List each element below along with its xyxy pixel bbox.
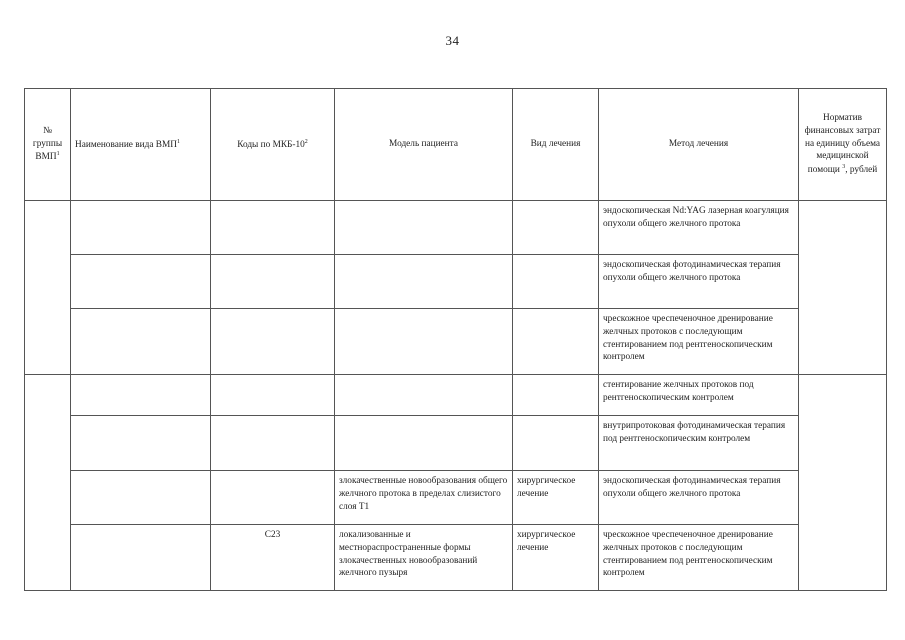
icd-code-cell [211,471,335,525]
patient-model-cell [335,309,513,375]
treatment-method-cell: внутрипротоковая фотодинамическая терапия под рентгеноскопическим контролем [599,416,799,471]
icd-code-cell [211,375,335,416]
table-row [25,375,887,416]
treatment-type-cell [513,375,599,416]
table-row [25,309,887,375]
header-financial-norm: Норматив финансовых затрат на единицу объема медицинской помощи $^3$, рублей [799,89,887,201]
vmp-name-cell [71,525,211,591]
table-row [25,416,887,471]
patient-model-cell: злокачественные новообразования общего желчного протока в пределах слизистого слоя T1 [335,471,513,525]
patient-model-cell [335,201,513,255]
icd-code-cell [211,416,335,471]
treatment-method-cell: стентирование желчных протоков под рентгеноскопическим контролем [599,375,799,416]
table-header-row [25,89,887,201]
vmp-name-cell [71,375,211,416]
treatment-type-cell [513,201,599,255]
treatment-method-cell: эндоскопическая фотодинамическая терапия опухоли общего желчного протока [599,255,799,309]
treatment-type-cell: хирургическое лечение [513,471,599,525]
patient-model-cell [335,255,513,309]
treatment-type-cell [513,255,599,309]
table-row [25,471,887,525]
treatment-type-cell: хирургическое лечение [513,525,599,591]
vmp-name-cell [71,255,211,309]
icd-code-cell: C23 [211,525,335,591]
icd-code-cell [211,255,335,309]
table-row [25,201,887,255]
patient-model-cell [335,416,513,471]
treatment-type-cell [513,309,599,375]
patient-model-cell [335,375,513,416]
group-number-cell [25,201,71,375]
header-icd-codes: Коды по МКБ-$10^2$ [211,89,335,201]
vmp-name-cell [71,416,211,471]
table-row [25,525,887,591]
header-vmp-name: Наименование вида ВМП$^1$ [71,89,211,201]
vmp-name-cell [71,309,211,375]
financial-norm-cell [799,375,887,591]
group-number-cell [25,375,71,591]
patient-model-cell: локализованные и местнораспространенные формы злокачественных новообразований желчного пузыря [335,525,513,591]
header-treatment-method: Метод лечения [599,89,799,201]
header-treatment-type: Вид лечения [513,89,599,201]
treatment-method-cell: чрескожное чреспеченочное дренирование желчных протоков с последующим стентированием под рентгеноскопическим контролем [599,309,799,375]
icd-code-cell [211,201,335,255]
header-patient-model: Модель пациента [335,89,513,201]
treatment-type-cell [513,416,599,471]
table-row [25,255,887,309]
page-number: 34 [445,33,460,48]
medical-care-table [24,88,887,591]
vmp-name-cell [71,201,211,255]
treatment-method-cell: эндоскопическая Nd:YAG лазерная коагуляция опухоли общего желчного протока [599,201,799,255]
treatment-method-cell: чрескожное чреспеченочное дренирование желчных протоков с последующим стентированием под рентгеноскопическим контролем [599,525,799,591]
header-group-number: № группы ВМП$^1$ [25,89,71,201]
financial-norm-cell [799,201,887,375]
icd-code-cell [211,309,335,375]
treatment-method-cell: эндоскопическая фотодинамическая терапия опухоли общего желчного протока [599,471,799,525]
vmp-name-cell [71,471,211,525]
